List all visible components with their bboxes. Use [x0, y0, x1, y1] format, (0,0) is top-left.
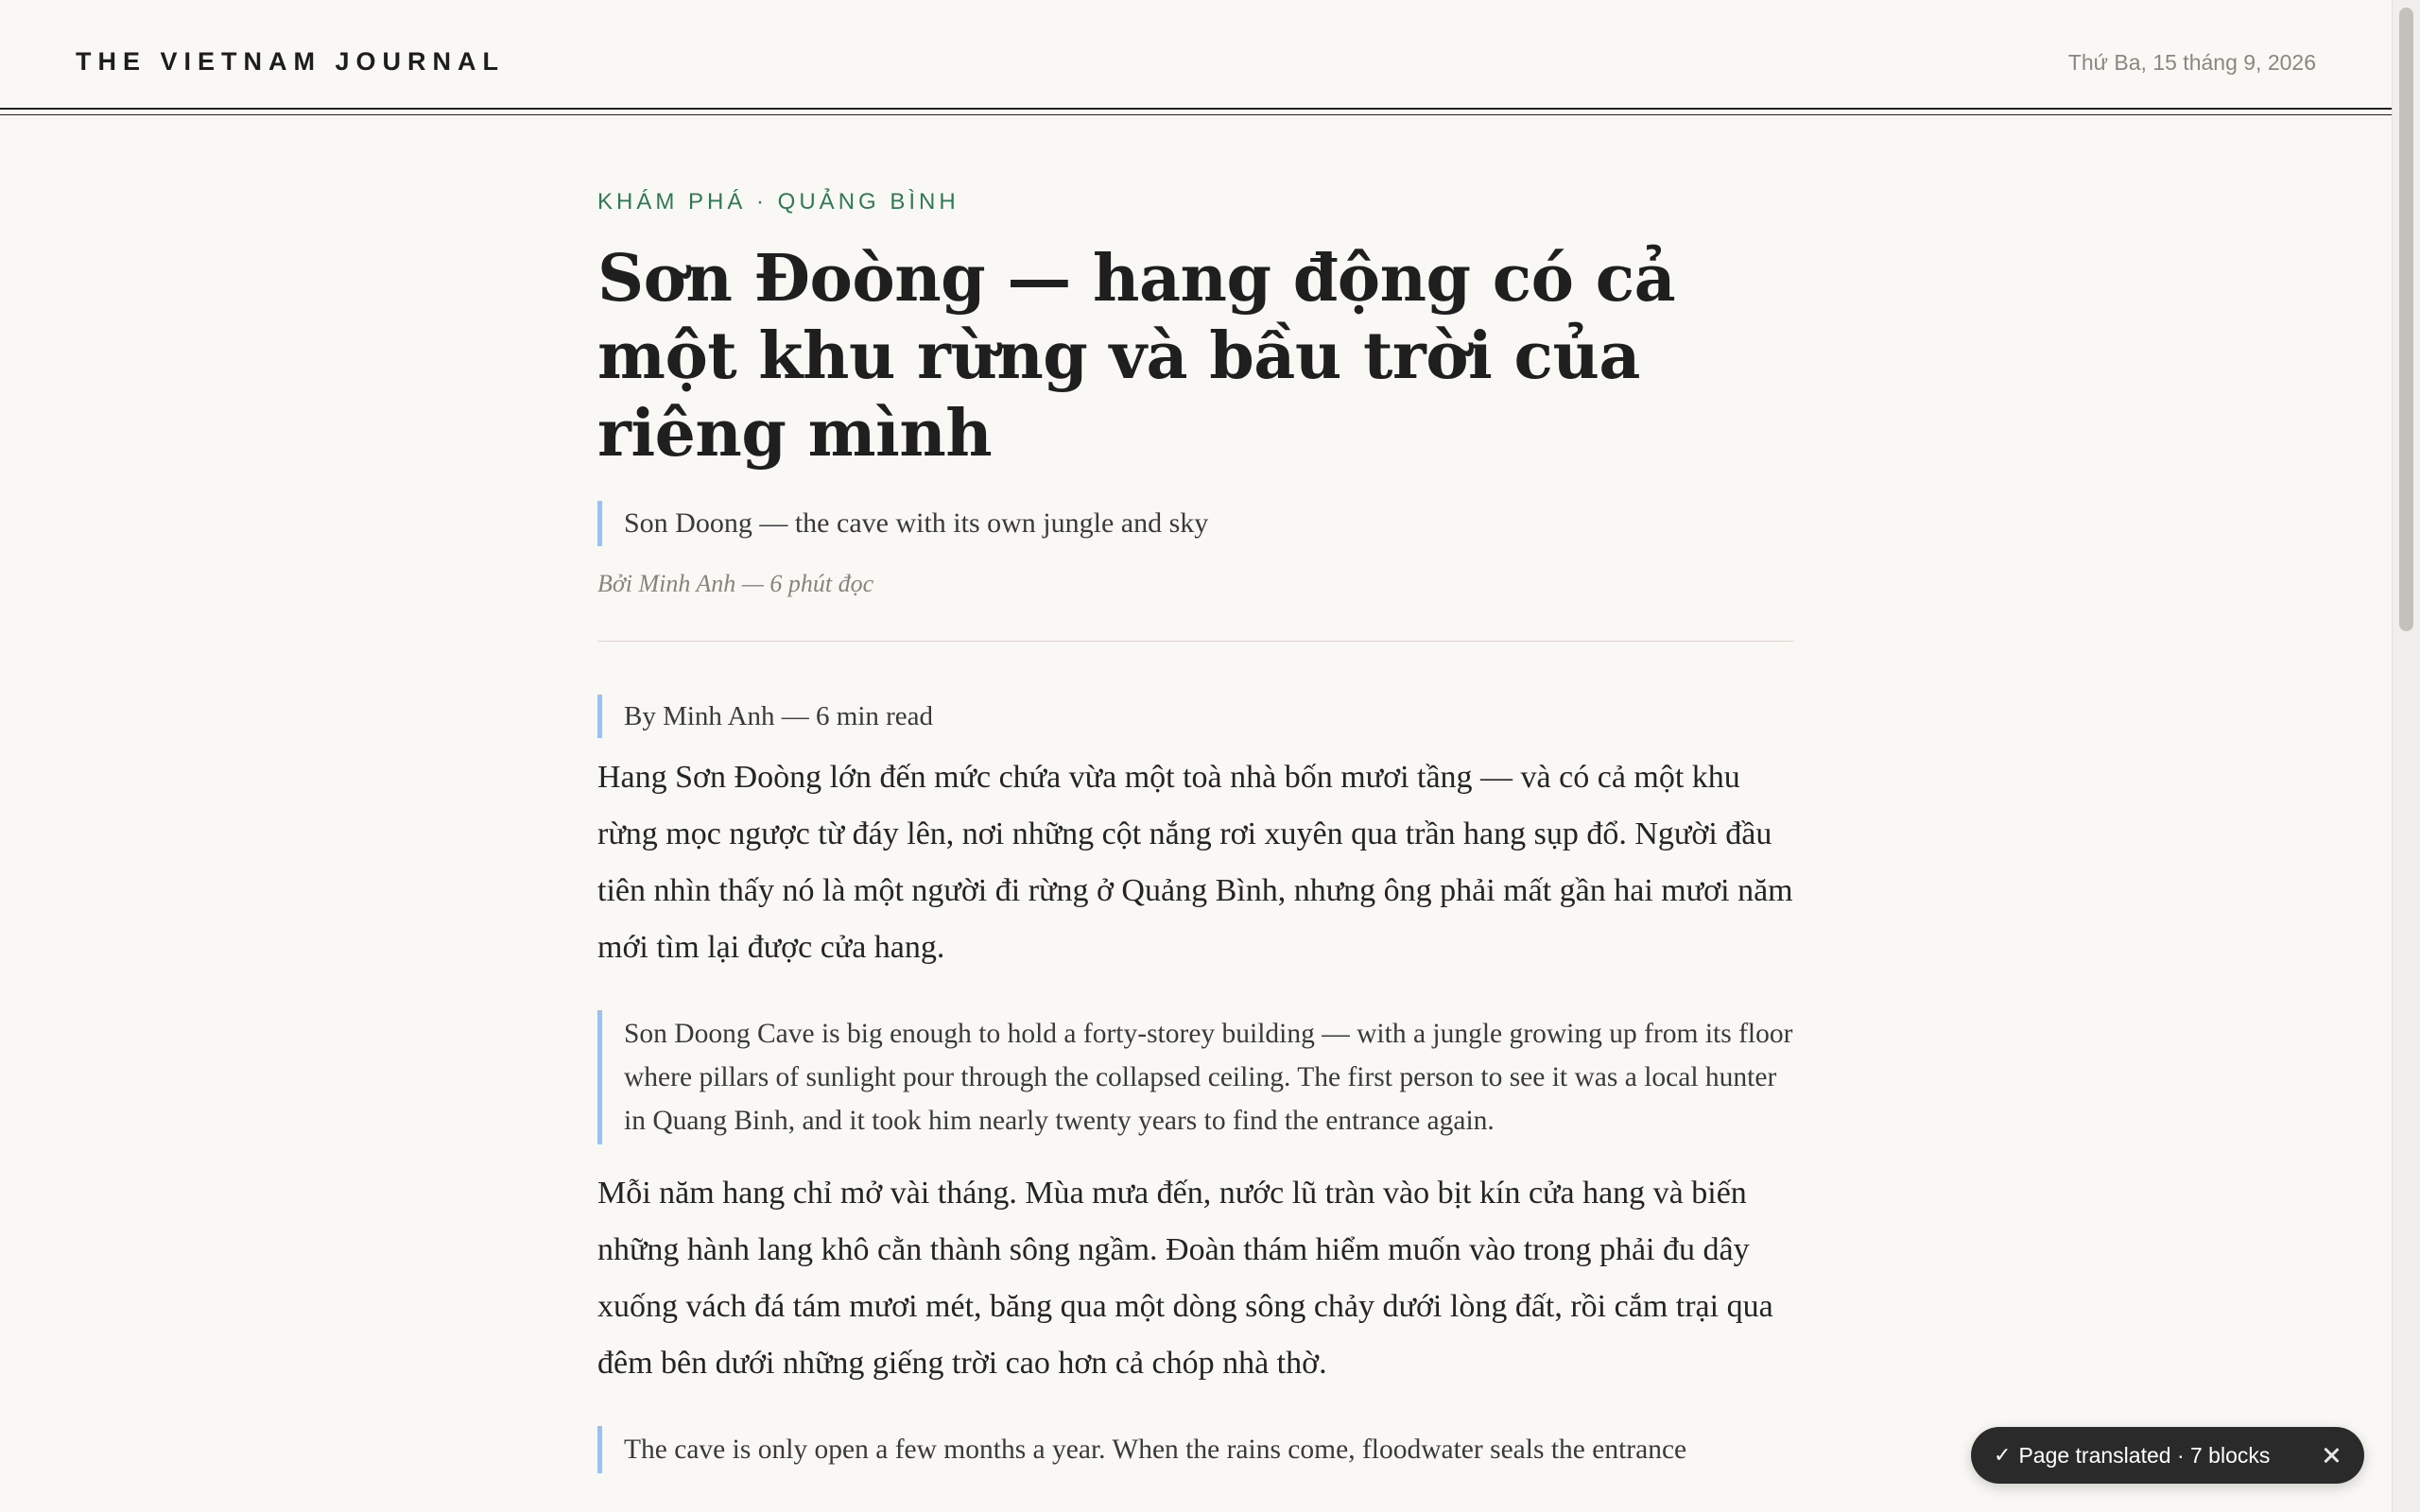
paragraph-translation: The cave is only open a few months a year. When the rains come, floodwater seals the entrance	[597, 1426, 1794, 1473]
title-translation: Son Doong — the cave with its own jungle and sky	[597, 501, 1794, 546]
page-scrollbar[interactable]	[2392, 0, 2420, 1512]
close-icon[interactable]	[2319, 1443, 2343, 1468]
paragraph-translation: Son Doong Cave is big enough to hold a forty-storey building — with a jungle growing up from its floor where pillars of sunlight pour through the collapsed ceiling. The first person to see it was a local hunter in Quang Binh, and it took him nearly twenty years to find the entrance again.	[597, 1010, 1794, 1144]
article	[597, 185, 1794, 1490]
article-paragraph: Hang Sơn Đoòng lớn đến mức chứa vừa một toà nhà bốn mươi tầng — và có cả một khu rừng mọc ngược từ đáy lên, nơi những cột nắng rơi xuyên qua trần hang sụp đổ. Người đầu tiên nhìn thấy nó là một người đi rừng ở Quảng Bình, nhưng ông phải mất gần hai mươi năm mới tìm lại được cửa hang.	[597, 760, 1793, 965]
toast-label: Page translated · 7 blocks	[2018, 1442, 2271, 1468]
article-byline: Bởi Minh Anh — 6 phút đọc	[597, 570, 874, 597]
article-title: Sơn Đoòng — hang động có cả một khu rừng và bầu trời của riêng mình	[597, 241, 1676, 472]
article-paragraph: Mỗi năm hang chỉ mở vài tháng. Mùa mưa đến, nước lũ tràn vào bịt kín cửa hang và biến những hành lang khô cằn thành sông ngầm. Đoàn thám hiểm muốn vào trong phải đu dây xuống vách đá tám mươi mét, băng qua một dòng sông chảy dưới lòng đất, rồi cắm trại qua đêm bên dưới những giếng trời cao hơn cả chóp nhà thờ.	[597, 1176, 1773, 1381]
check-icon: ✓	[1994, 1443, 2012, 1467]
site-brand[interactable]: THE VIETNAM JOURNAL	[76, 47, 506, 76]
masthead	[0, 0, 2392, 110]
translation-toast	[1971, 1427, 2364, 1484]
article-kicker[interactable]: KHÁM PHÁ · QUẢNG BÌNH	[597, 189, 959, 215]
scrollbar-thumb[interactable]	[2399, 8, 2413, 631]
article-divider	[597, 641, 1794, 642]
header-date: Thứ Ba, 15 tháng 9, 2026	[2067, 50, 2316, 75]
byline-translation: By Minh Anh — 6 min read	[597, 695, 1794, 738]
